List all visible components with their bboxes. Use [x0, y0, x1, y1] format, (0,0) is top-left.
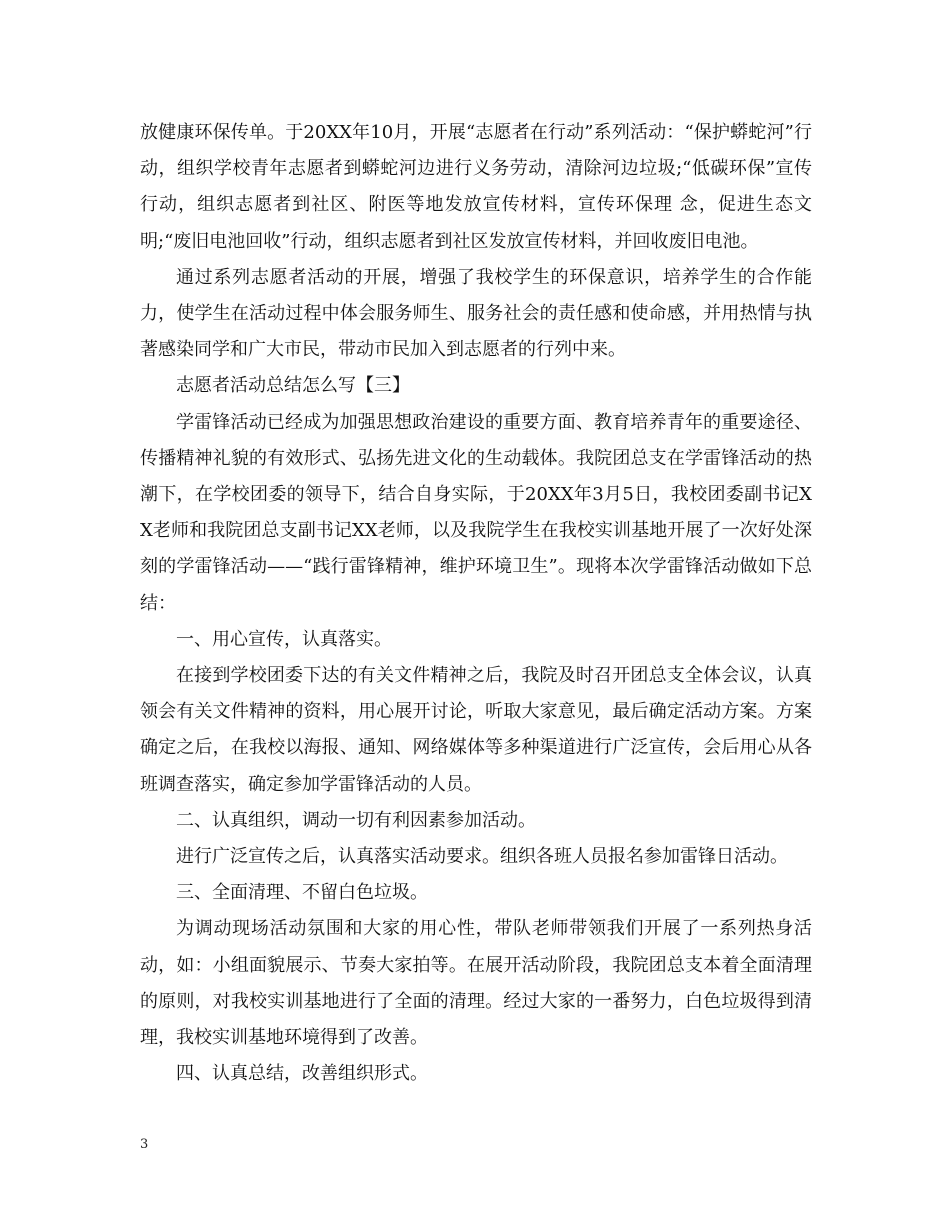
paragraph: 通过系列志愿者活动的开展，增强了我校学生的环保意识，培养学生的合作能力，使学生在活动过程中体会服务师生、服务社会的责任感和使命感，并用热情与执著感染同学和广大市民，带动市民加入到志愿者的行列中来。: [140, 266, 812, 361]
section-heading: 志愿者活动总结怎么写【三】: [176, 375, 410, 397]
paragraph: 在接到学校团委下达的有关文件精神之后，我院及时召开团总支全体会议，认真领会有关文件精神的资料，用心展开讨论，听取大家意见，最后确定活动方案。方案确定之后，在我校以海报、通知、网络媒体等多种渠道进行广泛宣传，会后用心从各班调查落实，确定参加学雷锋活动的人员。: [140, 665, 812, 795]
paragraph: 进行广泛宣传之后，认真落实活动要求。组织各班人员报名参加雷锋日活动。: [176, 846, 788, 868]
paragraph: 放健康环保传单。于20XX年10月，开展“志愿者在行动”系列活动：“保护蟒蛇河”行动，组织学校青年志愿者到蟒蛇河边进行义务劳动，清除河边垃圾;“低碳环保”宣传行动，组织志愿者到社区、附医等地发放宣传材料，宣传环保理 念，促进生态文明;“废旧电池回收”行动，组织志愿者到社区发放宣传材料，并回收废旧电池。: [140, 122, 812, 252]
subheading: 四、认真总结，改善组织形式。: [176, 1063, 428, 1085]
document-body: [140, 115, 812, 1092]
subheading: 二、认真组织，调动一切有利因素参加活动。: [176, 809, 536, 831]
paragraph: 为调动现场活动氛围和大家的用心性，带队老师带领我们开展了一系列热身活动，如：小组面貌展示、节奏大家拍等。在展开活动阶段，我院团总支本着全面清理的原则，对我校实训基地进行了全面的清理。经过大家的一番努力，白色垃圾得到清理，我校实训基地环境得到了改善。: [140, 918, 812, 1049]
paragraph: 学雷锋活动已经成为加强思想政治建设的重要方面、教育培养青年的重要途径、传播精神礼貌的有效形式、弘扬先进文化的生动载体。我院团总支在学雷锋活动的热潮下，在学校团委的领导下，结合自身实际，于20XX年3月5日，我校团委副书记XX老师和我院团总支副书记XX老师，以及我院学生在我校实训基地开展了一次好处深刻的学雷锋活动——“践行雷锋精神，维护环境卫生”。现将本次学雷锋活动做如下总结：: [140, 411, 812, 614]
page-number: 3: [140, 1137, 149, 1152]
subheading: 一、用心宣传，认真落实。: [176, 628, 392, 650]
subheading: 三、全面清理、不留白色垃圾。: [176, 882, 428, 904]
